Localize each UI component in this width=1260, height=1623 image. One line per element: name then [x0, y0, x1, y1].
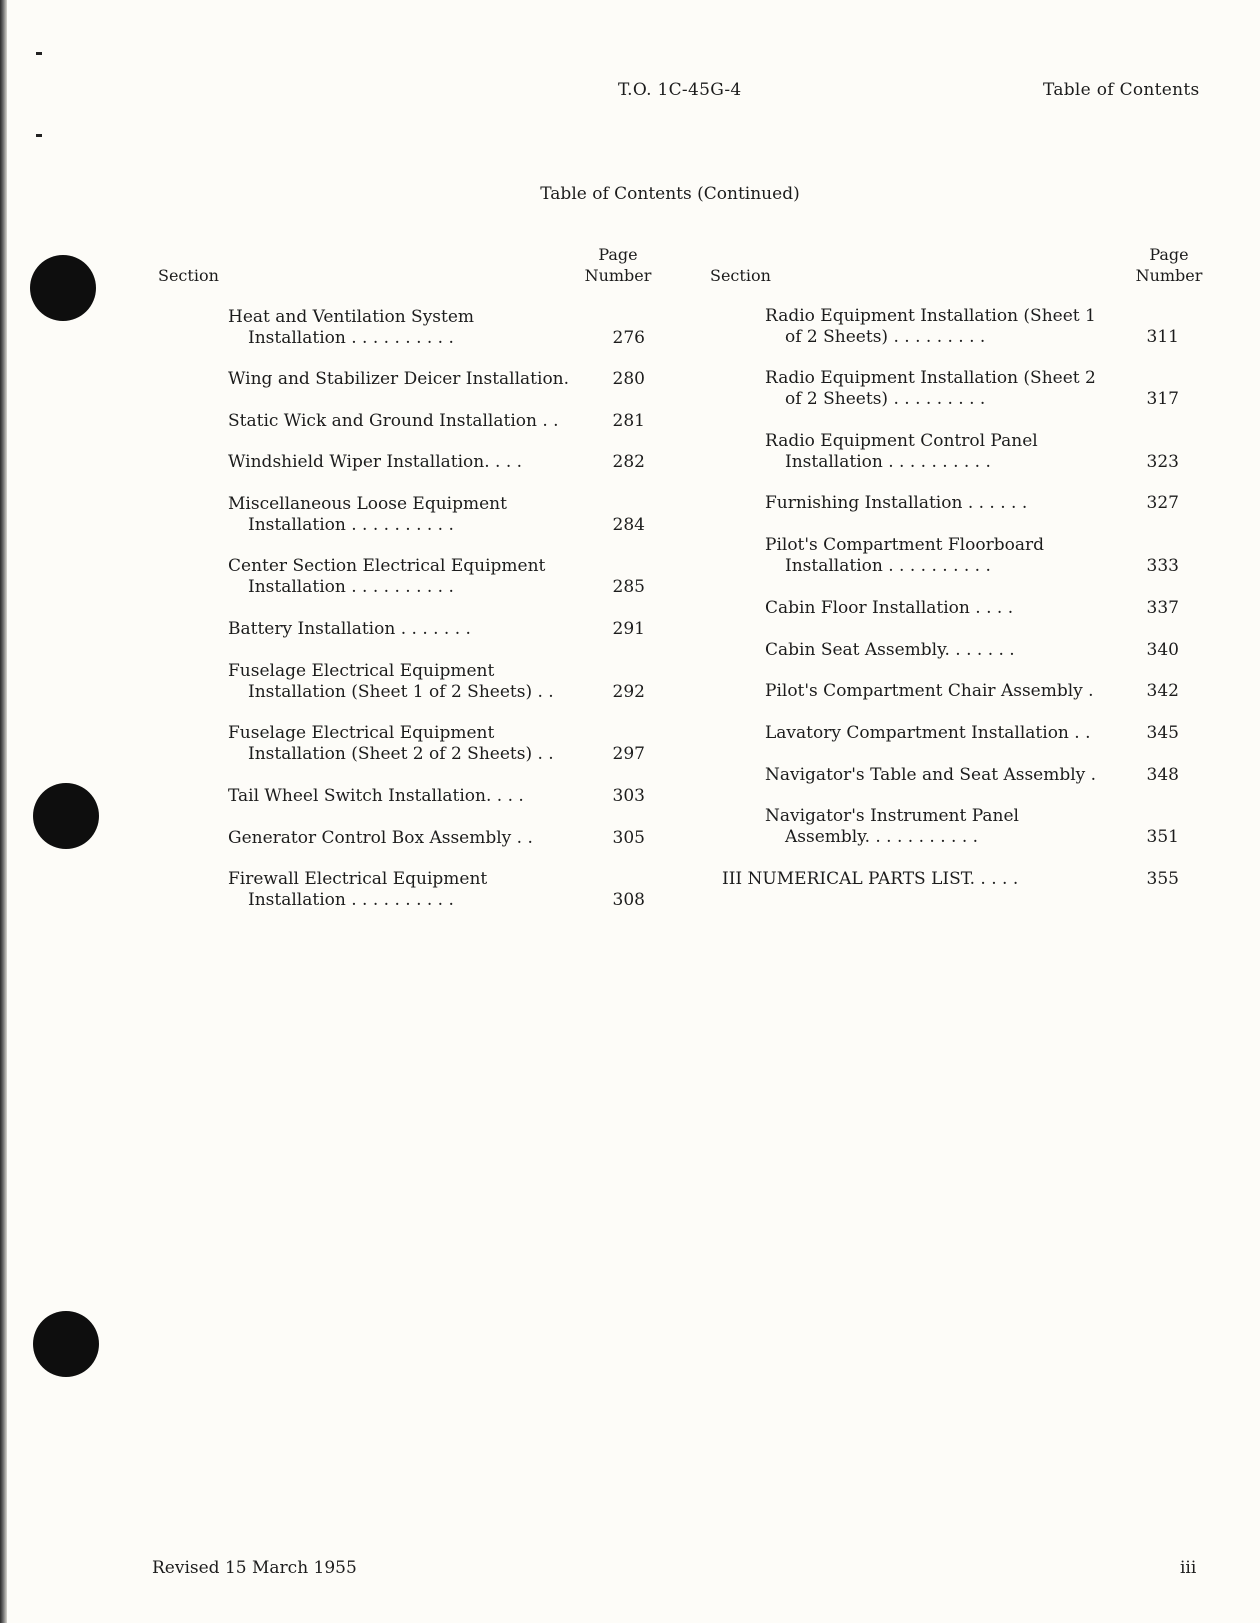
toc-entry[interactable]	[765, 368, 1096, 410]
page-heading-line: Page	[598, 245, 638, 264]
toc-entry-title: Fuselage Electrical Equipment	[228, 661, 495, 681]
toc-entry-page: 280	[612, 369, 645, 389]
toc-entry[interactable]	[228, 307, 474, 349]
toc-entry-page: 355	[1146, 869, 1179, 889]
toc-entry-title: Radio Equipment Control Panel	[765, 431, 1038, 451]
toc-entry-title: III NUMERICAL PARTS LIST. . . . .	[722, 869, 1019, 889]
toc-entry-title: Radio Equipment Installation (Sheet 2	[765, 368, 1096, 388]
toc-entry-title: Windshield Wiper Installation. . . .	[228, 452, 523, 472]
toc-entry-page: 308	[612, 890, 645, 910]
punch-hole	[33, 783, 99, 849]
toc-entry-title: Generator Control Box Assembly . .	[228, 828, 533, 848]
right-page-number-heading	[1129, 244, 1209, 286]
toc-entry-title: Pilot's Compartment Floorboard	[765, 535, 1044, 555]
toc-entry-page: 337	[1146, 598, 1179, 618]
toc-entry-page: 342	[1146, 681, 1179, 701]
toc-entry-page: 333	[1146, 556, 1179, 576]
toc-entry[interactable]	[228, 786, 524, 807]
binding-mark	[36, 52, 42, 55]
number-heading-line: Number	[584, 266, 652, 285]
toc-entry-title: Navigator's Instrument Panel	[765, 806, 1019, 826]
toc-entry-title: Tail Wheel Switch Installation. . . .	[228, 786, 524, 806]
toc-entry-continuation: Assembly. . . . . . . . . . .	[785, 827, 979, 847]
toc-entry[interactable]	[765, 806, 1019, 848]
toc-entry-title: Fuselage Electrical Equipment	[228, 723, 495, 743]
punch-hole	[30, 255, 96, 321]
toc-entry[interactable]	[228, 494, 507, 536]
toc-entry-page: 323	[1146, 452, 1179, 472]
toc-entry-continuation: Installation (Sheet 1 of 2 Sheets) . .	[248, 682, 554, 702]
toc-entry-continuation: Installation . . . . . . . . . .	[248, 328, 454, 348]
left-page-number-heading	[578, 244, 658, 286]
punch-hole	[33, 1311, 99, 1377]
toc-entry-page: 282	[612, 452, 645, 472]
toc-entry[interactable]	[765, 431, 1038, 473]
toc-entry-page: 317	[1146, 389, 1179, 409]
toc-entry-title: Wing and Stabilizer Deicer Installation.	[228, 369, 570, 389]
toc-entry[interactable]	[765, 765, 1096, 786]
toc-entry-page: 292	[612, 682, 645, 702]
toc-entry-page: 345	[1146, 723, 1179, 743]
toc-entry-page: 291	[612, 619, 645, 639]
binding-mark	[36, 134, 42, 137]
toc-entry-title: Radio Equipment Installation (Sheet 1	[765, 306, 1096, 326]
right-section-heading: Section	[710, 266, 771, 285]
toc-entry-continuation: Installation . . . . . . . . . .	[248, 515, 454, 535]
toc-entry-continuation: Installation (Sheet 2 of 2 Sheets) . .	[248, 744, 554, 764]
toc-entry[interactable]	[765, 306, 1096, 348]
toc-entry-title: Heat and Ventilation System	[228, 307, 475, 327]
toc-entry-title: Center Section Electrical Equipment	[228, 556, 546, 576]
toc-entry-page: 276	[612, 328, 645, 348]
toc-entry-continuation: Installation . . . . . . . . . .	[785, 452, 991, 472]
toc-entry-page: 281	[612, 411, 645, 431]
toc-entry-page: 297	[612, 744, 645, 764]
toc-entry[interactable]	[228, 661, 554, 703]
left-section-heading: Section	[158, 266, 219, 285]
toc-entry-page: 327	[1146, 493, 1179, 513]
toc-entry-title: Cabin Seat Assembly. . . . . . .	[765, 640, 1015, 660]
toc-entry[interactable]	[765, 640, 1015, 661]
page-binding-edge	[0, 0, 7, 1623]
toc-entry[interactable]	[765, 535, 1044, 577]
toc-entry[interactable]	[765, 723, 1091, 744]
toc-entry-continuation: Installation . . . . . . . . . .	[248, 577, 454, 597]
toc-entry-continuation: Installation . . . . . . . . . .	[785, 556, 991, 576]
document-number: T.O. 1C-45G-4	[618, 80, 742, 100]
toc-entry-page: 340	[1146, 640, 1179, 660]
toc-entry-title: Furnishing Installation . . . . . .	[765, 493, 1028, 513]
toc-entry[interactable]	[765, 681, 1094, 702]
toc-entry-page: 284	[612, 515, 645, 535]
toc-entry-title: Static Wick and Ground Installation . .	[228, 411, 559, 431]
toc-entry-page: 351	[1146, 827, 1179, 847]
toc-entry[interactable]	[228, 369, 569, 390]
toc-entry-title: Miscellaneous Loose Equipment	[228, 494, 507, 514]
toc-entry-title: Firewall Electrical Equipment	[228, 869, 488, 889]
toc-entry[interactable]	[228, 723, 554, 765]
toc-entry[interactable]	[765, 493, 1027, 514]
toc-entry-title: Cabin Floor Installation . . . .	[765, 598, 1014, 618]
toc-entry[interactable]	[228, 828, 533, 849]
toc-entry-continuation: of 2 Sheets) . . . . . . . . .	[785, 327, 986, 347]
toc-entry[interactable]	[228, 619, 471, 640]
toc-entry-page: 305	[612, 828, 645, 848]
toc-entry[interactable]	[228, 452, 522, 473]
toc-entry-page: 311	[1146, 327, 1179, 347]
toc-entry[interactable]	[722, 869, 1018, 890]
toc-entry-title: Pilot's Compartment Chair Assembly .	[765, 681, 1094, 701]
toc-entry[interactable]	[228, 556, 545, 598]
page-heading-line: Page	[1149, 245, 1189, 264]
toc-entry-continuation: of 2 Sheets) . . . . . . . . .	[785, 389, 986, 409]
toc-entry-page: 285	[612, 577, 645, 597]
toc-entry-page: 348	[1146, 765, 1179, 785]
toc-entry-page: 303	[612, 786, 645, 806]
number-heading-line: Number	[1135, 266, 1203, 285]
page-number: iii	[1180, 1558, 1197, 1578]
toc-entry[interactable]	[228, 869, 487, 911]
toc-entry-title: Battery Installation . . . . . . .	[228, 619, 471, 639]
toc-entry-title: Navigator's Table and Seat Assembly .	[765, 765, 1097, 785]
toc-title: Table of Contents (Continued)	[540, 184, 800, 204]
toc-entry[interactable]	[228, 411, 559, 432]
toc-entry[interactable]	[765, 598, 1013, 619]
header-section-title: Table of Contents	[1043, 80, 1200, 100]
toc-entry-title: Lavatory Compartment Installation . .	[765, 723, 1091, 743]
revision-date: Revised 15 March 1955	[152, 1558, 357, 1578]
toc-entry-continuation: Installation . . . . . . . . . .	[248, 890, 454, 910]
